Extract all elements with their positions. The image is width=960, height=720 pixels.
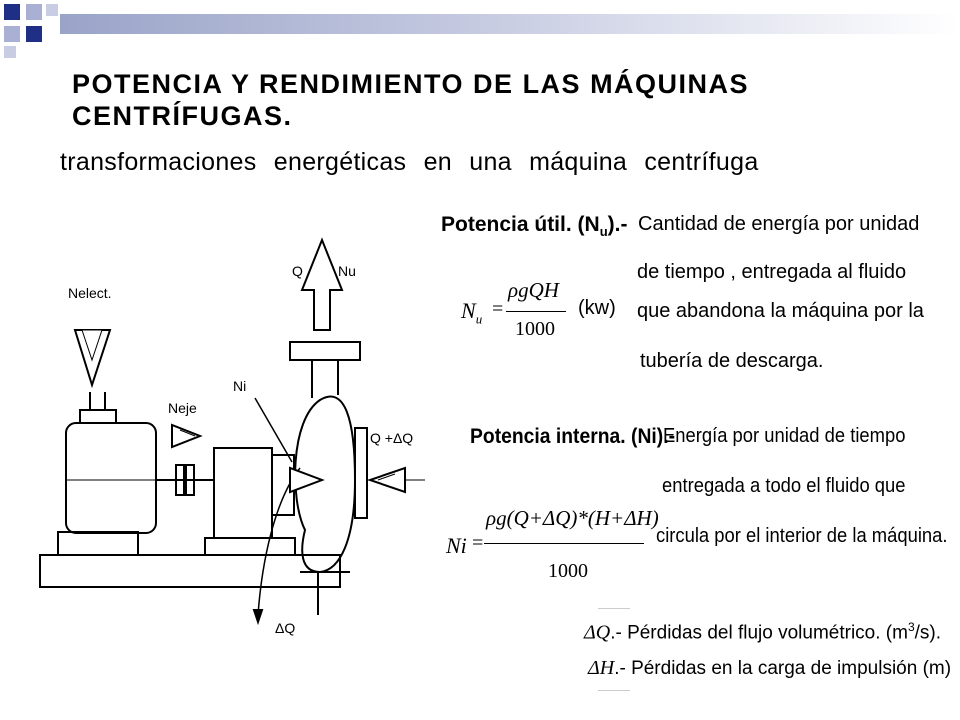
neje-arrow [172,425,200,447]
label-neje: Neje [168,400,197,416]
title-line-2: CENTRÍFUGAS. [72,101,293,131]
potencia-interna-line-1: Energía por unidad de tiempo [663,425,906,447]
ni-arrow [290,468,322,492]
label-dq: ΔQ [275,620,296,636]
base-plate [40,555,340,587]
title-line-1: POTENCIA Y RENDIMIENTO DE LAS MÁQUINAS [72,69,750,99]
suction-arrow [370,468,405,492]
faint-rule-top [598,608,630,609]
subtitle: transformaciones energéticas en una máquina centrífuga [60,148,759,176]
label-q-plus-dq: Q +ΔQ [370,430,414,446]
motor-foot [58,532,138,555]
potencia-interna-line-3: circula por el interior de la máquina. [656,525,948,547]
potencia-interna-line-2: entregada a todo el fluido que [662,475,906,497]
potencia-util-line-3: que abandona la máquina por la [637,300,924,322]
fraction-bar-nu [506,311,566,312]
perdidas-dh: ΔH.- Pérdidas en la carga de impulsión (m) [588,657,952,679]
discharge-arrow [302,240,342,330]
potencia-util-line-1: Cantidad de energía por unidad [638,213,920,235]
faint-rule-bottom [598,690,630,691]
potencia-util-line-2: de tiempo , entregada al fluido [637,261,907,283]
label-nelect: Nelect. [68,285,112,301]
unit-kw: (kw) [578,297,616,319]
label-ni: Ni [233,378,247,394]
motor-terminal-box [80,410,116,423]
label-nu: Nu [338,263,356,279]
motor-body [66,423,156,533]
potencia-util-line-4: tubería de descarga. [640,350,824,372]
suction-flange [355,428,367,518]
label-q: Q [292,263,303,279]
bearing-foot [205,538,295,555]
perdidas-dq: ΔQ.- Pérdidas del flujo volumétrico. $(m^3/s)$. [584,620,942,644]
fraction-bar-ni [484,543,644,544]
bearing-housing [214,448,272,538]
potencia-util-heading: Potencia útil. $(N_u).-$ [441,213,628,240]
potencia-interna-heading: Potencia interna. (Ni).- [470,425,676,448]
discharge-flange [290,342,360,360]
